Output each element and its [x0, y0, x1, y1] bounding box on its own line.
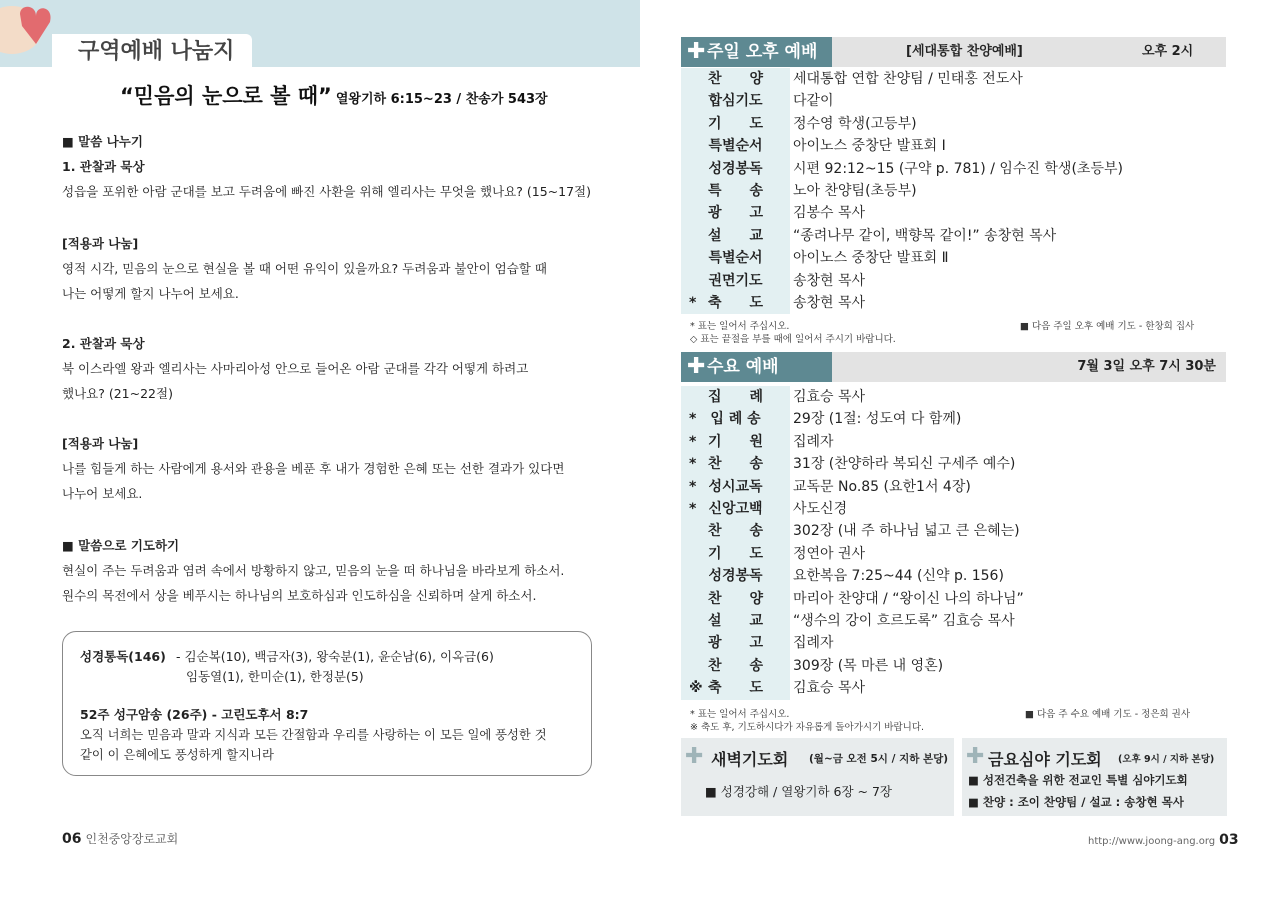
wednesday-order-item-value: “생수의 강이 흐르도록” 김효승 목사	[793, 613, 1015, 629]
sunday-order-item-label-text: 특별순서	[708, 250, 763, 267]
cross-icon: ✚	[687, 354, 706, 379]
sunday-order-item-label-text: 설 교	[707, 227, 764, 244]
wednesday-order-item-label	[681, 431, 790, 453]
sunday-order-item-value: 시편 92:12~15 (구약 p. 781) / 임수진 학생(초등부)	[793, 160, 1123, 177]
wednesday-order-item-standing-mark: *	[689, 501, 697, 517]
wednesday-order-item-label	[681, 498, 790, 520]
dawn-prayer-line: ■ 성경강해 / 열왕기하 6장 ~ 7장	[705, 784, 892, 799]
wednesday-order-item-label-text: 기 원	[707, 433, 764, 450]
wednesday-order-item-value: 김효승 목사	[793, 389, 866, 405]
friday-prayer-box	[962, 738, 1227, 816]
prayer-line-2: 원수의 목전에서 상을 베푸시는 하나님의 보호하심과 인도하심을 신뢰하며 살게 하소서.	[62, 588, 537, 603]
sunday-order-item-label-text: 광 고	[707, 205, 764, 222]
wednesday-order-item-label-text: 입 례 송	[710, 411, 761, 428]
wednesday-order-item-label-text: 성시교독	[708, 478, 763, 495]
question-2-line-2: 했나요? (21~22절)	[62, 386, 173, 401]
sunday-next-prayer: ■ 다음 주일 오후 예배 기도 - 한창희 집사	[1020, 321, 1195, 332]
cross-icon: ✚	[966, 744, 985, 769]
wednesday-order-item-value: 김효승 목사	[793, 680, 866, 697]
sunday-service-title: 주일 오후 예배	[707, 42, 818, 62]
question-2-line-1: 북 이스라엘 왕과 엘리사는 사마리아성 안으로 들어온 아람 군대를 각각 어떻게 하려고	[62, 361, 529, 376]
sunday-subtitle: [세대통합 찬양예배]	[906, 44, 1023, 59]
wednesday-note-2: ※ 축도 후, 기도하시다가 자유롭게 돌아가시기 바랍니다.	[690, 722, 925, 733]
heading-observation-2: 2. 관찰과 묵상	[62, 336, 145, 351]
wednesday-order-item-value: 정연아 권사	[793, 545, 866, 562]
sermon-heading	[120, 80, 548, 110]
sunday-order-item-label	[681, 225, 790, 247]
wednesday-order-item-label	[681, 386, 790, 408]
sunday-note-1: * 표는 일어서 주십시오.	[690, 321, 790, 332]
memory-verse-line-2: 같이 이 은혜에도 풍성하게 할지니라	[80, 748, 274, 762]
wednesday-order-item-label-text: 기 도	[707, 545, 764, 562]
sunday-order-item-label	[681, 247, 790, 269]
sunday-order-item-value: 송창현 목사	[793, 272, 866, 289]
wednesday-order-item-label-text: 광 고	[707, 635, 764, 652]
wednesday-order-item-value: 마리아 찬양대 / “왕이신 나의 하나님”	[793, 590, 1024, 607]
reading-names-1: - 김순복(10), 백금자(3), 왕숙분(1), 윤순남(6), 이옥금(6)	[176, 649, 494, 664]
sunday-order-item-label	[681, 113, 790, 135]
wednesday-order-item-value: 교독문 No.85 (요한1서 4장)	[793, 478, 971, 495]
sunday-order-item-value: 세대통합 연합 찬양팀 / 민태홍 전도사	[793, 71, 1023, 87]
left-footer	[62, 830, 178, 847]
left-page-number: 06	[62, 831, 82, 847]
right-page-number: 03	[1219, 832, 1239, 848]
reading-label: 성경통독(146)	[80, 649, 166, 664]
memory-verse-title: 52주 성구암송 (26주) - 고린도후서 8:7	[80, 707, 309, 722]
wednesday-order-item-label	[681, 543, 790, 565]
wednesday-order-item-value: 31장 (찬양하라 복되신 구세주 예수)	[793, 456, 1016, 473]
wednesday-order-item-label	[681, 565, 790, 587]
sunday-order-item-label-text: 축 도	[707, 295, 764, 311]
right-footer	[1088, 832, 1239, 848]
wednesday-order-item-standing-mark: *	[689, 478, 697, 495]
memory-verse-line-1: 오직 너희는 믿음과 말과 지식과 모든 간절함과 우리를 사랑하는 이 모든 일에 풍성한 것	[80, 728, 547, 742]
heading-word-sharing: ■ 말씀 나누기	[62, 134, 143, 149]
sunday-order-item-value: 정수영 학생(고등부)	[793, 115, 917, 132]
wednesday-order-item-label-text: 찬 양	[707, 590, 764, 607]
application-2-line-1: 나를 힘들게 하는 사람에게 용서와 관용을 베푼 후 내가 경험한 은혜 또는 선한 결과가 있다면	[62, 461, 565, 476]
sunday-header-bar	[832, 37, 1226, 67]
wednesday-header-bar	[832, 352, 1226, 382]
sunday-order-item-label	[681, 180, 790, 202]
sunday-order-item-label	[681, 270, 790, 292]
sunday-order-item-value: “종려나무 같이, 백향목 같이!” 송창현 목사	[793, 227, 1057, 244]
sunday-order-item-value: 김봉수 목사	[793, 205, 866, 222]
sunday-order-item-value: 아이노스 중창단 발표회 Ⅰ	[793, 138, 946, 155]
church-name: 인천중앙장로교회	[85, 832, 179, 846]
friday-prayer-line-1: ■ 성전건축을 위한 전교인 특별 심야기도회	[968, 773, 1188, 787]
sunday-order-item-label	[681, 90, 790, 112]
cross-icon: ✚	[687, 39, 706, 64]
wednesday-order-item-label	[681, 610, 790, 632]
prayer-line-1: 현실이 주는 두려움과 염려 속에서 방황하지 않고, 믿음의 눈을 떠 하나님을 바라보게 하소서.	[62, 563, 565, 578]
wednesday-order-item-standing-mark: *	[689, 456, 697, 473]
sunday-time: 오후 2시	[1142, 44, 1194, 59]
wednesday-order-item-label-text: 찬 송	[707, 657, 764, 674]
question-1: 성읍을 포위한 아람 군대를 보고 두려움에 빠진 사환을 위해 엘리사는 무엇을 했나요? (15~17절)	[62, 184, 591, 199]
heading-observation-1: 1. 관찰과 묵상	[62, 159, 145, 174]
sunday-order-item-label	[681, 158, 790, 180]
wednesday-order-item-label	[681, 520, 790, 542]
wednesday-order-item-value: 요한복음 7:25~44 (신약 p. 156)	[793, 568, 1004, 585]
wednesday-order-item-label	[681, 632, 790, 654]
cross-icon: ✚	[685, 744, 704, 769]
heading-application-2: [적용과 나눔]	[62, 436, 139, 451]
sunday-order-item-standing-mark: *	[689, 295, 697, 311]
sunday-order-item-label	[681, 292, 790, 314]
wednesday-service-title: 수요 예배	[707, 357, 779, 377]
sunday-order-item-label-text: 특 송	[707, 183, 764, 199]
dawn-prayer-title: 새벽기도회	[711, 750, 789, 769]
sunday-note-2: ◇ 표는 끝절을 부를 때에 일어서 주시기 바랍니다.	[690, 334, 896, 345]
wednesday-order-item-label-text: 설 교	[707, 613, 764, 629]
sermon-title: “믿음의 눈으로 볼 때”	[120, 84, 332, 108]
wednesday-note-1: * 표는 일어서 주십시오.	[690, 709, 790, 720]
heading-prayer: ■ 말씀으로 기도하기	[62, 538, 180, 553]
sunday-order-item-label-text: 합심기도	[708, 93, 763, 110]
wednesday-time: 7월 3일 오후 7시 30분	[1077, 359, 1216, 374]
application-2-line-2: 나누어 보세요.	[62, 486, 143, 501]
wednesday-order-item-standing-mark: *	[689, 411, 697, 428]
wednesday-order-item-label-text: 성경봉독	[708, 568, 763, 585]
wednesday-order-item-value: 집례자	[793, 433, 834, 450]
wednesday-order-item-label	[681, 655, 790, 677]
sunday-order-item-value: 다같이	[793, 93, 834, 110]
section-title: 구역예배 나눔지	[52, 34, 252, 68]
heading-application-1: [적용과 나눔]	[62, 236, 139, 251]
friday-prayer-schedule: (오후 9시 / 지하 본당)	[1118, 754, 1215, 765]
sunday-order-item-label-text: 기 도	[707, 115, 764, 132]
wednesday-order-item-value: 29장 (1절: 성도여 다 함께)	[793, 411, 962, 428]
church-url: http://www.joong-ang.org	[1088, 836, 1216, 847]
friday-prayer-title: 금요심야 기도회	[988, 750, 1102, 769]
sunday-order-item-label	[681, 68, 790, 90]
wednesday-order-item-standing-mark: ※	[689, 680, 703, 697]
sunday-order-item-label-text: 특별순서	[708, 138, 763, 155]
wednesday-service-header	[681, 352, 832, 382]
sunday-order-item-label-text: 권면기도	[708, 272, 763, 289]
friday-prayer-line-2: ■ 찬양 : 조이 찬양팀 / 설교 : 송창현 목사	[968, 795, 1184, 809]
sunday-order-item-label-text: 찬 양	[707, 71, 764, 87]
wednesday-order-item-label	[681, 408, 790, 430]
sunday-order-item-label	[681, 135, 790, 157]
wednesday-order-item-label-text: 찬 송	[707, 456, 764, 473]
wednesday-order-item-label	[681, 476, 790, 498]
wednesday-order-item-value: 309장 (목 마른 내 영혼)	[793, 657, 944, 674]
sunday-order-item-label-text: 성경봉독	[708, 160, 763, 177]
wednesday-order-item-value: 집례자	[793, 635, 834, 652]
wednesday-order-item-label	[681, 588, 790, 610]
sunday-order-item-value: 송창현 목사	[793, 295, 866, 311]
dawn-prayer-schedule: (월~금 오전 5시 / 지하 본당)	[809, 753, 949, 765]
dawn-prayer-box	[681, 738, 954, 816]
wednesday-order-item-label-text: 축 도	[707, 680, 764, 697]
sunday-service-header	[681, 37, 832, 67]
sunday-order-item-value: 노아 찬양팀(초등부)	[793, 183, 917, 199]
application-1-line-1: 영적 시각, 믿음의 눈으로 현실을 볼 때 어떤 유익이 있을까요? 두려움과 불안이 엄습할 때	[62, 261, 547, 276]
wednesday-order-item-value: 302장 (내 주 하나님 넓고 큰 은혜는)	[793, 523, 1020, 540]
sunday-order-item-value: 아이노스 중창단 발표회 Ⅱ	[793, 250, 949, 267]
wednesday-next-prayer: ■ 다음 주 수요 예배 기도 - 정은희 권사	[1025, 709, 1191, 720]
sunday-order-item-label	[681, 202, 790, 224]
wednesday-order-item-label	[681, 453, 790, 475]
application-1-line-2: 나는 어떻게 할지 나누어 보세요.	[62, 286, 239, 301]
sermon-reference: 열왕기하 6:15~23 / 찬송가 543장	[335, 92, 548, 107]
wednesday-order-item-label-text: 찬 송	[707, 523, 764, 540]
wednesday-order-item-label	[681, 677, 790, 699]
wednesday-order-item-label-text: 신앙고백	[708, 501, 763, 517]
wednesday-order-item-value: 사도신경	[793, 501, 848, 517]
reading-names-2: 임동열(1), 한미순(1), 한정분(5)	[186, 669, 364, 684]
wednesday-order-item-label-text: 집 례	[707, 389, 764, 405]
wednesday-order-item-standing-mark: *	[689, 433, 697, 450]
